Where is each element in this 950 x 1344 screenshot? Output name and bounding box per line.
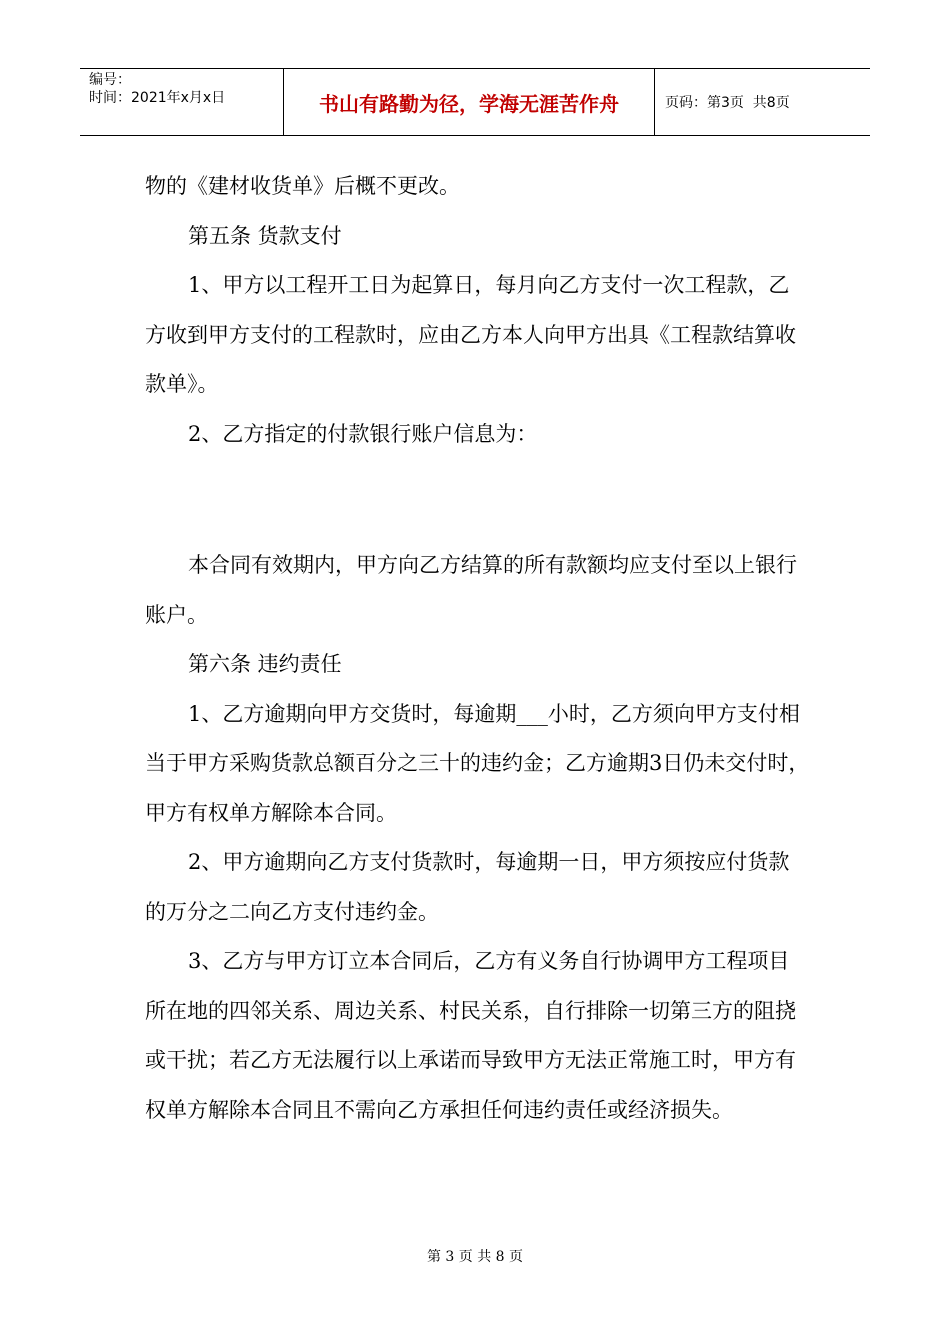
article-6-heading: 第六条 违约责任: [188, 652, 342, 676]
article-6-clause-1: 1、乙方逾期向甲方交货时，每逾期___小时，乙方须向甲方支付相当于甲方采购货款总额百分之三十的违约金；乙方逾期3日仍未交付时，甲方有权单方解除本合同。: [145, 701, 810, 825]
article-6-clause-3: 3、乙方与甲方订立本合同后，乙方有义务自行协调甲方工程项目所在地的四邻关系、周边关系、村民关系，自行排除一切第三方的阻挠或干扰；若乙方无法履行以上承诺而导致甲方无法正常施工时，甲方有权单方解除本合同且不需向乙方承担任何违约责任或经济损失。: [145, 949, 796, 1122]
page-header: [80, 68, 870, 136]
header-meta: [80, 69, 283, 135]
paragraph-continuation: 物的《建材收货单》后概不更改。: [145, 174, 460, 198]
header-page-info: [655, 69, 870, 135]
blank-account-area: [145, 459, 810, 541]
page-footer: 第 3 页 共 8 页: [426, 1249, 524, 1265]
header-motto: 书山有路勤为径，学海无涯苦作舟: [283, 69, 655, 135]
document-body: [145, 162, 810, 1135]
header-page-info-text: 页码：第3页 共8页: [665, 95, 790, 111]
article-5-clause-2: 2、乙方指定的付款银行账户信息为：: [188, 421, 538, 446]
article-6-clause-2: 2、甲方逾期向乙方支付货款时，每逾期一日，甲方须按应付货款的万分之二向乙方支付违约金。: [145, 850, 790, 924]
document-date: 时间：2021年x月x日: [89, 90, 226, 106]
article-5-account-note: 本合同有效期内，甲方向乙方结算的所有款额均应支付至以上银行账户。: [145, 553, 797, 627]
article-5-clause-1: 1、甲方以工程开工日为起算日，每月向乙方支付一次工程款，乙方收到甲方支付的工程款时，应由乙方本人向甲方出具《工程款结算收款单》。: [145, 273, 796, 396]
document-number-label: 编号：: [89, 72, 131, 88]
article-5-heading: 第五条 货款支付: [188, 223, 342, 248]
